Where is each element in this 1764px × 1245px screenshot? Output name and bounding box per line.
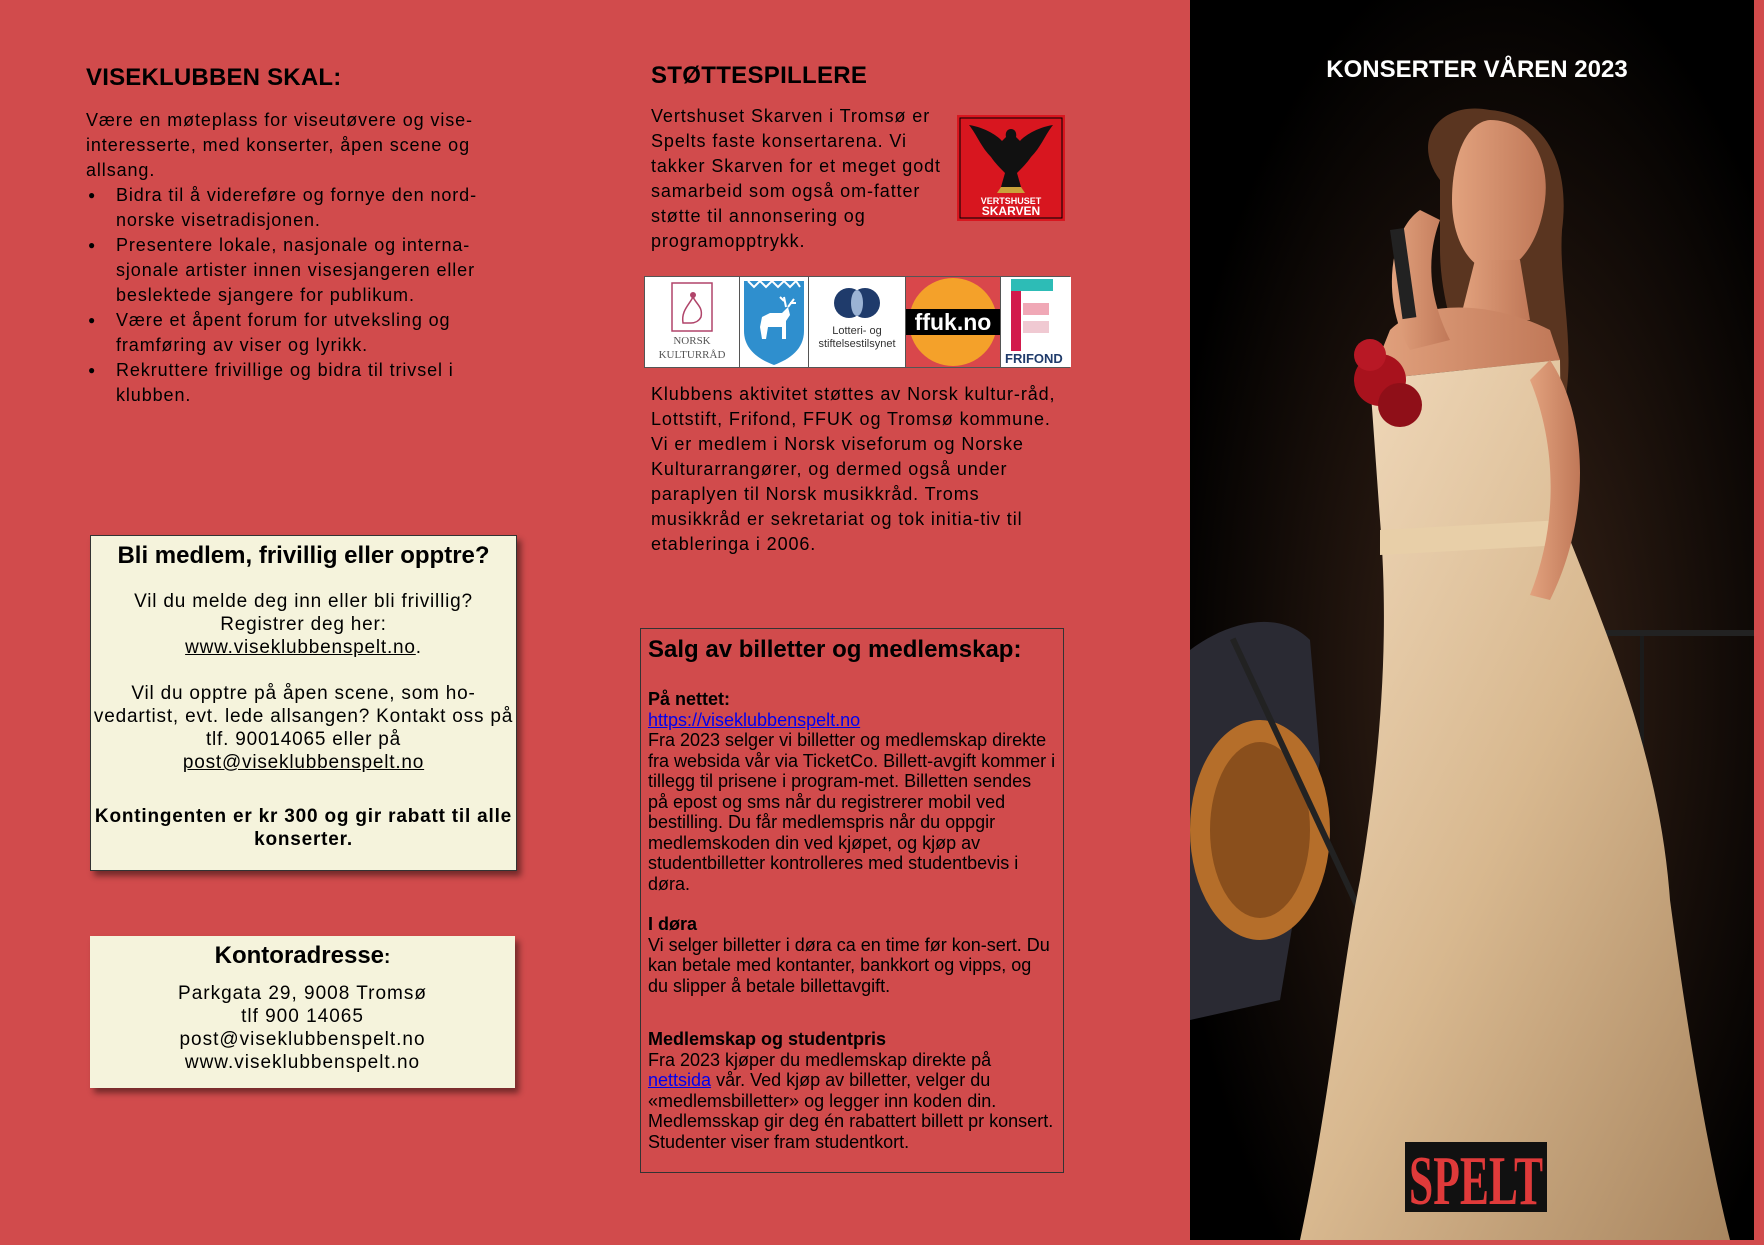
register-paragraph [91, 590, 516, 659]
tromso-kommune-logo [740, 277, 809, 367]
office-address: Parkgata 29, 9008 Tromsø [178, 983, 427, 1004]
skarven-logo-line1: VERTSHUSET [980, 196, 1042, 206]
office-website: www.viseklubbenspelt.no [184, 1052, 421, 1073]
spelt-logo [1405, 1142, 1547, 1220]
concerts-title: KONSERTER VÅREN 2023 [1326, 56, 1628, 83]
kulturrad-line1: NORSK [673, 335, 711, 347]
nettsida-link[interactable]: nettsida [648, 1070, 712, 1090]
perform-paragraph [91, 682, 516, 774]
ticket-box-title: Salg av billetter og medlemskap: [648, 636, 1022, 663]
office-title [90, 942, 515, 970]
contact-email-link[interactable]: post@viseklubbenspelt.no [182, 752, 425, 773]
list-item: ● Rekruttere frivillige og bidra til trivsel i klubben. [116, 358, 516, 408]
register-text: Vil du melde deg inn eller bli frivillig? Registrer deg her: [134, 591, 473, 635]
membership-text-1: Fra 2023 kjøper du medlemskap direkte på [648, 1049, 992, 1070]
supporters-heading: STØTTESPILLERE [651, 62, 868, 89]
online-heading: På nettet: [648, 689, 731, 709]
intro-text: Være en møteplass for viseutøvere og vise-interesserte, med konserter, åpen scene og allsang. [86, 110, 473, 180]
norsk-kulturrad-logo [645, 277, 740, 367]
sponsor-logos [644, 276, 1070, 368]
register-period: . [415, 637, 422, 658]
kulturrad-line2: KULTURRÅD [658, 349, 726, 361]
viseklubben-heading: VISEKLUBBEN SKAL: [86, 64, 342, 91]
singer-photo [1190, 0, 1754, 1240]
skarven-logo [957, 115, 1065, 221]
list-item: ● Være et åpent forum for utveksling og framføring av viser og lyrikk. [116, 308, 516, 358]
support-text: Klubbens aktivitet støttes av Norsk kultur-råd, Lottstift, Frifond, FFUK og Tromsø kommune. Vi er medlem i Norsk viseforum og Norske Kulturarrangører, og dermed også under paraplyen til Norsk musikkråd. Troms musikkråd er sekretariat og tok initia-tiv til etableringa i 2006. [651, 384, 1056, 554]
membership-heading: Medlemskap og studentpris [648, 1029, 887, 1049]
membership-box-title: Bli medlem, frivillig eller opptre? [117, 542, 490, 569]
skarven-logo-line2: SKARVEN [981, 204, 1041, 218]
office-address-box [90, 936, 515, 1088]
membership-text [648, 1050, 1056, 1153]
online-text: Fra 2023 selger vi billetter og medlemskap direkte fra websida vår via TicketCo. Billett-avgift kommer i tillegg til prisene i program-met. Billetten sendes på epost og sms når du registrerer mobil ved bestilling. Du får medlemspris når du oppgir medlemskoden din ved kjøpet, og kjøp av studentbilletter kontrolleres med studentbevis i døra. [648, 730, 1056, 894]
lotteritilsynet-logo [809, 277, 906, 367]
office-title-text: Kontoradresse [214, 942, 385, 969]
goals-list [86, 183, 516, 408]
office-title-colon: : [384, 947, 391, 968]
sponsor-text: Vertshuset Skarven i Tromsø er Spelts faste konsertarena. Vi takker Skarven for et meget godt samarbeid som også om-fatter støtte til annonsering og programopptrykk. [651, 106, 941, 251]
register-link[interactable]: www.viseklubbenspelt.no [185, 637, 416, 658]
membership-fee-text: Kontingenten er kr 300 og gir rabatt til alle konserter. [94, 806, 513, 850]
left-column [86, 64, 516, 408]
door-heading: I døra [648, 914, 698, 934]
door-text: Vi selger billetter i døra ca en time før kon-sert. Du kan betale med kontanter, bankkort og vipps, og du slipper å betale billettavgift. [648, 934, 1050, 996]
membership-text-2: vår. Ved kjøp av billetter, velger du «medlemsbilletter» og legger inn koden din. Medlemsskap gir deg én rabattert billett pr konsert. Studenter viser fram studentkort. [648, 1070, 1054, 1152]
ticket-sales-box [640, 628, 1064, 1173]
lotteri-line2: stiftelsestilsynet [818, 338, 896, 350]
list-item: ● Bidra til å videreføre og fornye den nord-norske visetradisjonen. [116, 183, 516, 233]
membership-box [90, 535, 517, 871]
office-email: post@viseklubbenspelt.no [179, 1029, 426, 1050]
ffuk-text: ffuk.no [914, 309, 992, 335]
frifond-logo [1001, 277, 1071, 367]
perform-text: Vil du opptre på åpen scene, som ho-vedartist, evt. lede allsangen? Kontakt oss på tlf. 90014065 eller på [93, 683, 514, 750]
list-item: ● Presentere lokale, nasjonale og interna-sjonale artister innen visesjangeren eller beslektede sjangere for publikum. [116, 233, 516, 308]
ffuk-logo [906, 277, 1001, 367]
website-link[interactable]: https://viseklubbenspelt.no [648, 709, 861, 730]
office-lines [90, 982, 515, 1074]
lotteri-line1: Lotteri- og [832, 325, 882, 337]
office-phone: tlf 900 14065 [241, 1006, 364, 1027]
frifond-text: FRIFOND [1005, 351, 1063, 366]
spelt-logo-text: SPELT [1409, 1143, 1543, 1220]
